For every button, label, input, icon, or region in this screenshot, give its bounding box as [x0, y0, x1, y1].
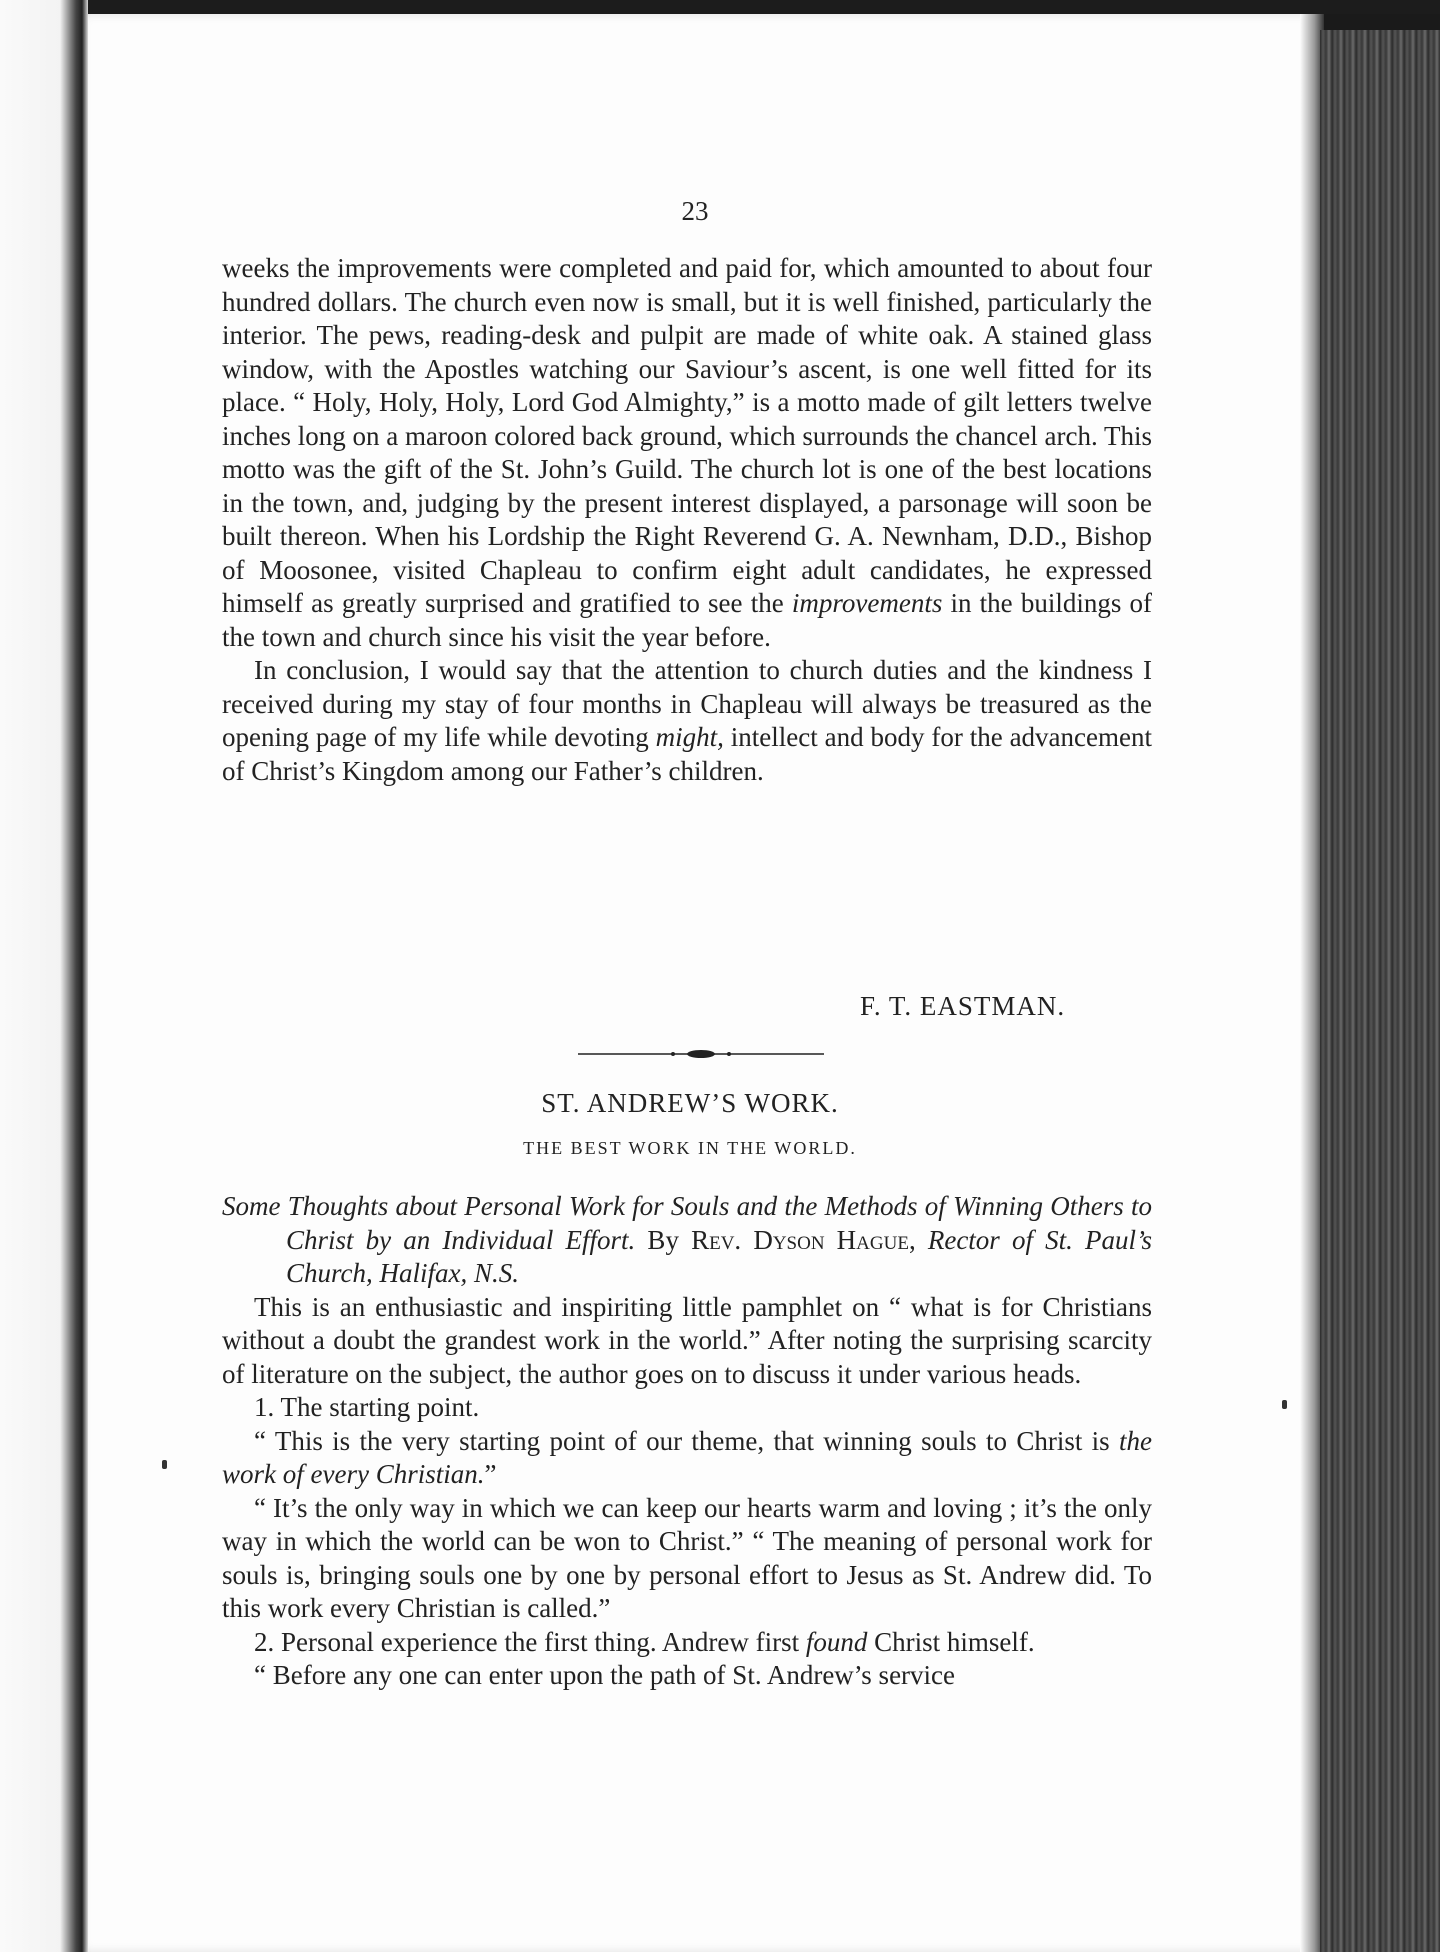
review-author: Rev. Dyson Hague: [691, 1224, 909, 1255]
review-author-separator: ,: [908, 1224, 928, 1255]
paragraph-2: [222, 654, 1152, 788]
paragraph-1-emphasis: improvements: [791, 588, 943, 618]
paragraph-1-text-b: in the buildings of the town and church since his visit the year before.: [222, 588, 1152, 652]
review-paragraph-1: This is an enthusiastic and inspiriting little pamphlet on “ what is for Christians without a doubt the grandest work in the world.” After noting the surprising scarcity of literature on the subject, the author goes on to discuss it under various heads.: [222, 1291, 1152, 1389]
margin-mark-right: [1282, 1400, 1287, 1409]
scan-left-edge: [0, 0, 88, 1952]
paragraph-2-text-b: intellect and body for the advancement of Christ’s Kingdom among our Father’s children.: [222, 722, 1152, 786]
review-body: [222, 1190, 1152, 1693]
review-quote-1-text-a: “ This is the very starting point of our theme, that winning souls to Christ is: [254, 1425, 1119, 1456]
paragraph-2-text-a: In conclusion, I would say that the attention to church duties and the kindness I received during my stay of four months in Chapleau will always be treasured as the opening page of my life while devoting: [222, 655, 1152, 752]
review-item-2-text-b: Christ himself.: [867, 1626, 1035, 1657]
paragraph-1-text-a: weeks the improvements were completed and paid for, which amounted to about four hundred dollars. The church even now is small, but it is well finished, particularly the interior. The pews, reading-desk and pulpit are made of white oak. A stained glass window, with the Apostles watching our Saviour’s ascent, is one well fitted for its place. “ Holy, Holy, Holy, Lord God Almighty,” is a motto made of gilt letters twelve inches long on a maroon colored back ground, which surrounds the chancel arch. This motto was the gift of the St. John’s Guild. The church lot is one of the best locations in the town, and, judging by the present interest displayed, a parsonage will soon be built thereon. When his Lordship the Right Reverend G. A. Newnham, D.D., Bishop of Moosonee, visited Chapleau to confirm eight adult candidates, he expressed himself as greatly surprised and gratified to see the: [222, 253, 1152, 618]
scan-top-border: [0, 0, 1440, 14]
section-divider-ornament: [578, 1046, 824, 1062]
margin-mark-left: [162, 1460, 167, 1469]
review-quote-3: “ Before any one can enter upon the path of St. Andrew’s service: [254, 1660, 956, 1690]
section-title: ST. ANDREW’S WORK.: [541, 1088, 839, 1118]
review-item-2: [222, 1626, 1152, 1660]
review-item-1: 1. The starting point.: [254, 1392, 480, 1422]
review-citation: [222, 1190, 1152, 1291]
review-title: Some Thoughts about Personal Work for Souls and the Methods of Winning Others to Christ by an Individual Effort.: [222, 1191, 1152, 1255]
review-item-2-emphasis: found: [805, 1626, 868, 1657]
page-number: 23: [681, 196, 709, 226]
paragraph-1: [222, 252, 1152, 654]
paragraph-2-emphasis: might,: [655, 722, 724, 752]
review-quote-1: [222, 1425, 1152, 1492]
review-quote-1-text-b: ”: [484, 1459, 497, 1489]
section-subtitle: THE BEST WORK IN THE WORLD.: [523, 1138, 857, 1158]
book-page-edges: [1320, 30, 1440, 1952]
review-quote-2: “ It’s the only way in which we can keep our hearts warm and loving ; it’s the only way in which the world can be won to Christ.” “ The meaning of personal work for souls is, bringing souls one by one by personal effort to Jesus as St. Andrew did. To this work every Christian is called.”: [222, 1492, 1152, 1623]
article-body: [222, 252, 1152, 788]
review-quote-1-emphasis: the work of every Christian.: [222, 1425, 1152, 1489]
review-author-role: Rector of St. Paul’s Church, Halifax, N.S.: [286, 1224, 1152, 1288]
review-by: By: [635, 1224, 692, 1255]
review-item-2-text-a: 2. Personal experience the first thing. Andrew first: [254, 1626, 806, 1657]
signature: F. T. EASTMAN.: [860, 991, 1066, 1021]
